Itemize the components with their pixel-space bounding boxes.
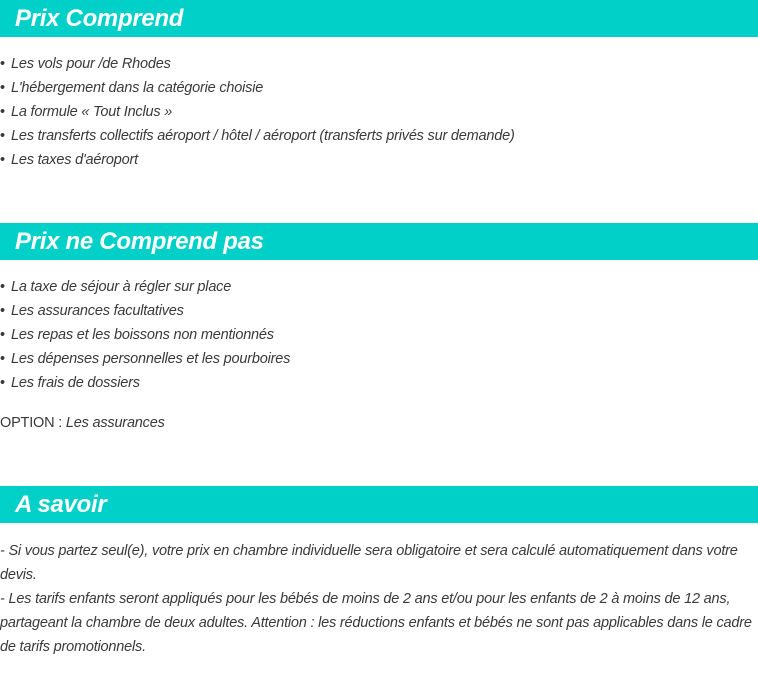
list-item: • Les transferts collectifs aéroport / hôtel / aéroport (transferts privés sur demande) bbox=[0, 124, 515, 148]
bullet-icon: • bbox=[0, 279, 5, 295]
list-item: • La formule « Tout Inclus » bbox=[0, 100, 515, 124]
list-item: • Les repas et les boissons non mentionnés bbox=[0, 323, 290, 347]
list-item: • La taxe de séjour à régler sur place bbox=[0, 275, 290, 299]
option-label: OPTION : bbox=[0, 415, 63, 431]
section-header-a-savoir: A savoir bbox=[0, 486, 758, 523]
info-paragraph-child-rates: - Les tarifs enfants seront appliqués pour les bébés de moins de 2 ans et/ou pour les enfants de 2 à moins de 12 ans, partageant la chambre de deux adultes. Attention : les réductions enfants et bébés ne sont pas applicables dans le cadre de tarifs promotionnels. bbox=[0, 591, 752, 655]
list-item: • Les assurances facultatives bbox=[0, 299, 290, 323]
bullet-icon: • bbox=[0, 351, 5, 367]
list-item: • Les dépenses personnelles et les pourboires bbox=[0, 347, 290, 371]
bullet-icon: • bbox=[0, 80, 5, 96]
list-item: • Les taxes d'aéroport bbox=[0, 148, 515, 172]
bullet-icon: • bbox=[0, 128, 5, 144]
bullet-icon: • bbox=[0, 327, 5, 343]
section-header-prix-comprend: Prix Comprend bbox=[0, 0, 758, 37]
section-header-prix-ne-comprend-pas: Prix ne Comprend pas bbox=[0, 223, 758, 260]
bullet-icon: • bbox=[0, 104, 5, 120]
list-item: • Les frais de dossiers bbox=[0, 371, 290, 395]
bullet-icon: • bbox=[0, 303, 5, 319]
excluded-list bbox=[0, 275, 290, 395]
info-paragraph-single-room: - Si vous partez seul(e), votre prix en chambre individuelle sera obligatoire et sera calculé automatiquement dans votre devis. bbox=[0, 543, 738, 583]
bullet-icon: • bbox=[0, 56, 5, 72]
option-line bbox=[0, 411, 165, 435]
bullet-icon: • bbox=[0, 375, 5, 391]
option-text: Les assurances bbox=[62, 415, 165, 431]
list-item: • L'hébergement dans la catégorie choisie bbox=[0, 76, 515, 100]
list-item: • Les vols pour /de Rhodes bbox=[0, 52, 515, 76]
included-list bbox=[0, 52, 515, 172]
bullet-icon: • bbox=[0, 152, 5, 168]
